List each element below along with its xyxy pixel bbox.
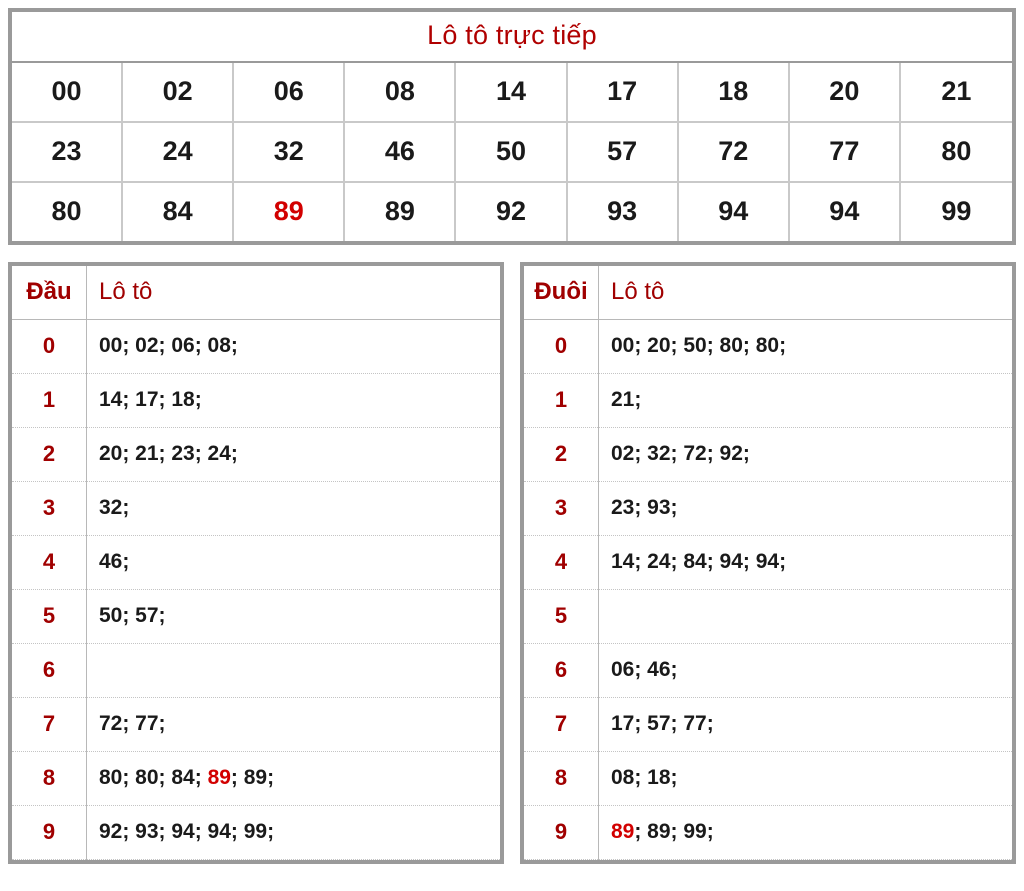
live-number-cell: 57 [568, 123, 679, 183]
head-digit-table [12, 266, 500, 860]
live-number-cell: 02 [123, 63, 234, 123]
live-number-cell: 24 [123, 123, 234, 183]
table-header-row [524, 266, 1012, 320]
row-digit-label: 6 [524, 644, 599, 698]
live-results-grid [12, 61, 1012, 241]
row-digit-label: 5 [524, 590, 599, 644]
live-number-cell: 93 [568, 183, 679, 241]
table-row [524, 698, 1012, 752]
row-digit-label: 8 [12, 752, 87, 806]
row-numbers-list: 72; 77; [99, 712, 166, 735]
row-numbers-list: 14; 17; 18; [99, 388, 202, 411]
live-number-cell: 17 [568, 63, 679, 123]
live-number-cell: 23 [12, 123, 123, 183]
live-number-cell: 20 [790, 63, 901, 123]
live-number-cell: 94 [790, 183, 901, 241]
live-number-cell: 00 [12, 63, 123, 123]
table-row [12, 320, 500, 374]
table-row [12, 536, 500, 590]
row-digit-label: 1 [524, 374, 599, 428]
row-digit-label: 8 [524, 752, 599, 806]
head-digit-values-header: Lô tô [99, 278, 153, 305]
row-digit-label: 5 [12, 590, 87, 644]
row-numbers-list: 08; 18; [611, 766, 678, 789]
row-numbers-list: 21; [611, 388, 642, 411]
table-row [524, 428, 1012, 482]
row-numbers-list: 23; 93; [611, 496, 678, 519]
live-results-title: Lô tô trực tiếp [427, 20, 597, 50]
row-numbers-list [87, 644, 501, 698]
live-number-cell: 89 [345, 183, 456, 241]
tail-digit-table-body [524, 320, 1012, 860]
table-row [12, 752, 500, 806]
table-row [12, 698, 500, 752]
live-number-cell: 89 [234, 183, 345, 241]
lottery-results-page [0, 8, 1024, 891]
row-numbers-list: 50; 57; [99, 604, 166, 627]
table-row [524, 806, 1012, 860]
row-digit-label: 0 [524, 320, 599, 374]
live-number-cell: 08 [345, 63, 456, 123]
tail-digit-values-header: Lô tô [611, 278, 665, 305]
row-digit-label: 1 [12, 374, 87, 428]
live-number-cell: 77 [790, 123, 901, 183]
row-numbers-list: 20; 21; 23; 24; [99, 442, 238, 465]
live-number-cell: 18 [679, 63, 790, 123]
summary-tables-row [8, 262, 1016, 864]
row-numbers-list: 00; 02; 06; 08; [99, 334, 238, 357]
row-numbers-list: 32; [99, 496, 130, 519]
table-row [12, 644, 500, 698]
head-digit-table-wrapper [8, 262, 504, 864]
live-number-cell: 06 [234, 63, 345, 123]
row-digit-label: 9 [524, 806, 599, 860]
live-number-cell: 84 [123, 183, 234, 241]
table-row [524, 644, 1012, 698]
row-digit-label: 3 [12, 482, 87, 536]
table-row [12, 374, 500, 428]
table-row [12, 428, 500, 482]
table-row [12, 806, 500, 860]
row-numbers-list: 00; 20; 50; 80; 80; [611, 334, 787, 357]
table-row [524, 482, 1012, 536]
row-digit-label: 9 [12, 806, 87, 860]
table-row [12, 590, 500, 644]
tail-digit-column-header: Đuôi [524, 266, 599, 320]
row-numbers-list: 14; 24; 84; 94; 94; [611, 550, 787, 573]
row-numbers-list: 89; 89; 99; [611, 820, 714, 843]
row-digit-label: 6 [12, 644, 87, 698]
tail-digit-table-wrapper [520, 262, 1016, 864]
row-digit-label: 7 [12, 698, 87, 752]
row-digit-label: 7 [524, 698, 599, 752]
row-numbers-list: 06; 46; [611, 658, 678, 681]
live-number-cell: 72 [679, 123, 790, 183]
row-numbers-list: 92; 93; 94; 94; 99; [99, 820, 275, 843]
live-number-cell: 14 [456, 63, 567, 123]
live-number-cell: 99 [941, 196, 972, 226]
live-number-cell: 46 [345, 123, 456, 183]
table-row [524, 320, 1012, 374]
row-numbers-list: 02; 32; 72; 92; [611, 442, 750, 465]
table-row [12, 482, 500, 536]
live-number-cell: 21 [901, 63, 1012, 123]
live-number-cell: 80 [12, 183, 123, 241]
live-results-panel [8, 8, 1016, 245]
highlighted-number: 89 [611, 820, 635, 843]
live-number-cell: 50 [456, 123, 567, 183]
row-numbers-list: 80; 80; 84; 89; 89; [99, 766, 275, 789]
tail-digit-table-head [524, 266, 1012, 320]
table-row [524, 374, 1012, 428]
live-number-cell: 94 [679, 183, 790, 241]
table-row [524, 536, 1012, 590]
live-number-cell: 80 [901, 123, 1012, 183]
table-row [524, 752, 1012, 806]
head-digit-table-head [12, 266, 500, 320]
head-digit-table-body [12, 320, 500, 860]
row-numbers-list [599, 590, 1013, 644]
row-digit-label: 2 [12, 428, 87, 482]
row-numbers-list: 46; [99, 550, 130, 573]
row-digit-label: 4 [524, 536, 599, 590]
tail-digit-table [524, 266, 1012, 860]
row-numbers-list: 17; 57; 77; [611, 712, 714, 735]
table-header-row [12, 266, 500, 320]
live-number-cell: 32 [234, 123, 345, 183]
row-digit-label: 0 [12, 320, 87, 374]
live-number-cell: 92 [456, 183, 567, 241]
row-digit-label: 4 [12, 536, 87, 590]
row-digit-label: 2 [524, 428, 599, 482]
head-digit-column-header: Đầu [12, 266, 87, 320]
row-digit-label: 3 [524, 482, 599, 536]
highlighted-number: 89 [207, 766, 231, 789]
table-row [524, 590, 1012, 644]
